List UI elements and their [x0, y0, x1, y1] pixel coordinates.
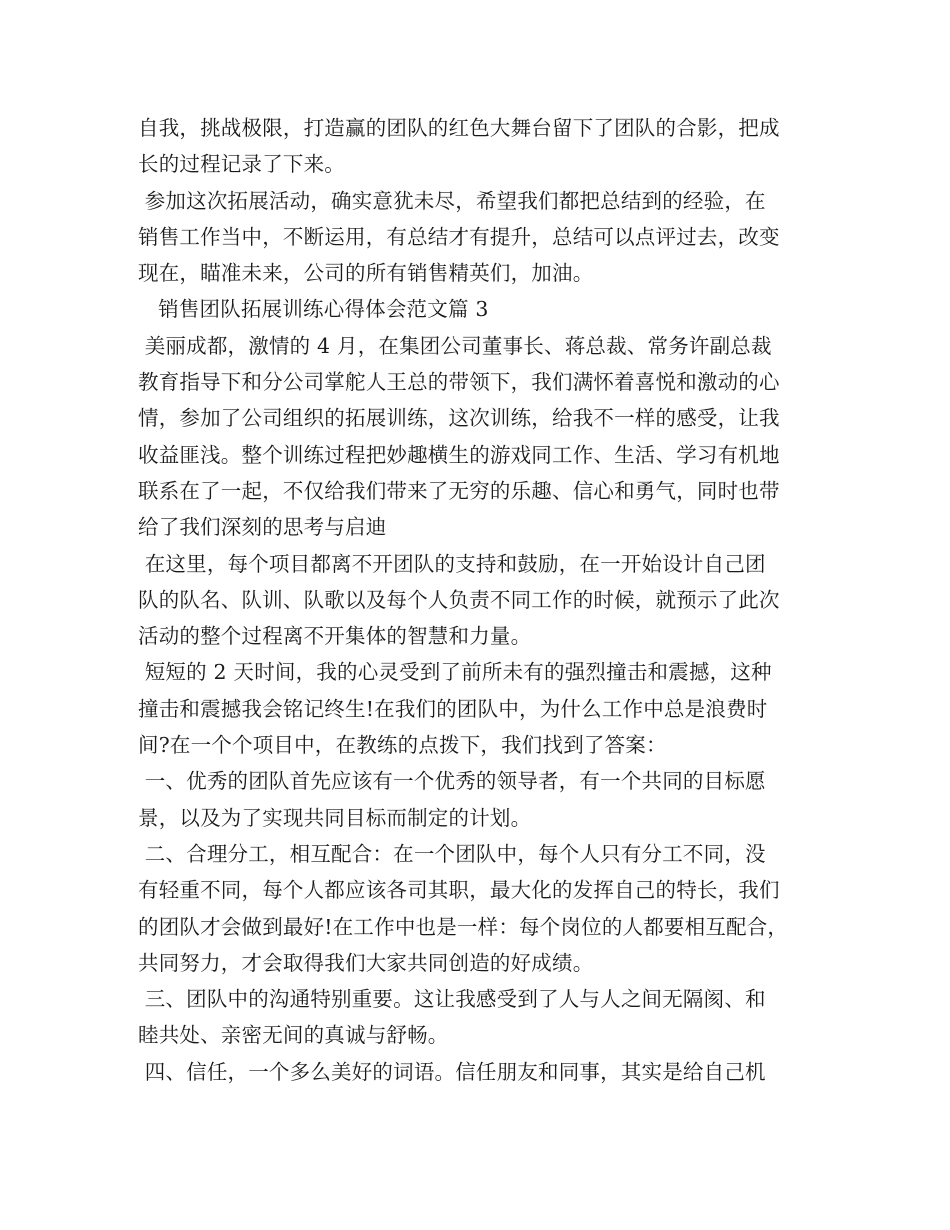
text-line: 联系在了一起，不仅给我们带来了无穷的乐趣、信心和勇气，同时也带: [138, 478, 780, 503]
text-line: 队的队名、队训、队歌以及每个人负责不同工作的时候，就预示了此次: [138, 587, 780, 612]
text-line: 有轻重不同，每个人都应该各司其职，最大化的发挥自己的特长，我们: [138, 878, 780, 903]
text-line: 在这里，每个项目都离不开团队的支持和鼓励，在一开始设计自己团: [138, 551, 766, 576]
text-line: 的团队才会做到最好!在工作中也是一样：每个岗位的人都要相互配合，: [138, 914, 789, 939]
text-line: 景，以及为了实现共同目标而制定的计划。: [138, 805, 532, 830]
text-line: 睦共处、亲密无间的真诚与舒畅。: [138, 1023, 449, 1048]
text-line: 短短的 2 天时间，我的心灵受到了前所未有的强烈撞击和震撼，这种: [138, 660, 772, 685]
text-line: 间?在一个个项目中，在教练的点拨下，我们找到了答案：: [138, 733, 667, 758]
text-line: 共同努力，才会取得我们大家共同创造的好成绩。: [138, 950, 594, 975]
text-line: 情，参加了公司组织的拓展训练，这次训练，给我不一样的感受，让我: [138, 406, 780, 431]
text-line: 销售工作当中，不断运用，有总结才有提升，总结可以点评过去，改变: [138, 224, 780, 249]
text-line: 活动的整个过程离不开集体的智慧和力量。: [138, 624, 532, 649]
text-line: 一、优秀的团队首先应该有一个优秀的领导者，有一个共同的目标愿: [138, 769, 766, 794]
text-line: 美丽成都，激情的 4 月，在集团公司董事长、蒋总裁、常务许副总裁: [138, 333, 772, 358]
text-line: 现在，瞄准未来，公司的所有销售精英们，加油。: [138, 261, 594, 286]
text-line: 四、信任，一个多么美好的词语。信任朋友和同事，其实是给自己机: [138, 1059, 766, 1084]
text-line: 二、合理分工，相互配合：在一个团队中，每个人只有分工不同，没: [138, 841, 766, 866]
document-body: [138, 110, 828, 1090]
text-line: 参加这次拓展活动，确实意犹未尽，希望我们都把总结到的经验，在: [138, 188, 766, 213]
text-line: 教育指导下和分公司掌舵人王总的带领下，我们满怀着喜悦和激动的心: [138, 370, 780, 395]
text-line: 收益匪浅。整个训练过程把妙趣横生的游戏同工作、生活、学习有机地: [138, 442, 780, 467]
section-heading: 销售团队拓展训练心得体会范文篇 3: [138, 297, 489, 322]
text-line: 给了我们深刻的思考与启迪: [138, 515, 387, 540]
text-line: 长的过程记录了下来。: [138, 152, 345, 177]
text-line: 自我，挑战极限，打造赢的团队的红色大舞台留下了团队的合影，把成: [138, 116, 780, 140]
text-line: 撞击和震撼我会铭记终生!在我们的团队中，为什么工作中总是浪费时: [138, 696, 768, 721]
text-line: 三、团队中的沟通特别重要。这让我感受到了人与人之间无隔阂、和: [138, 987, 766, 1012]
